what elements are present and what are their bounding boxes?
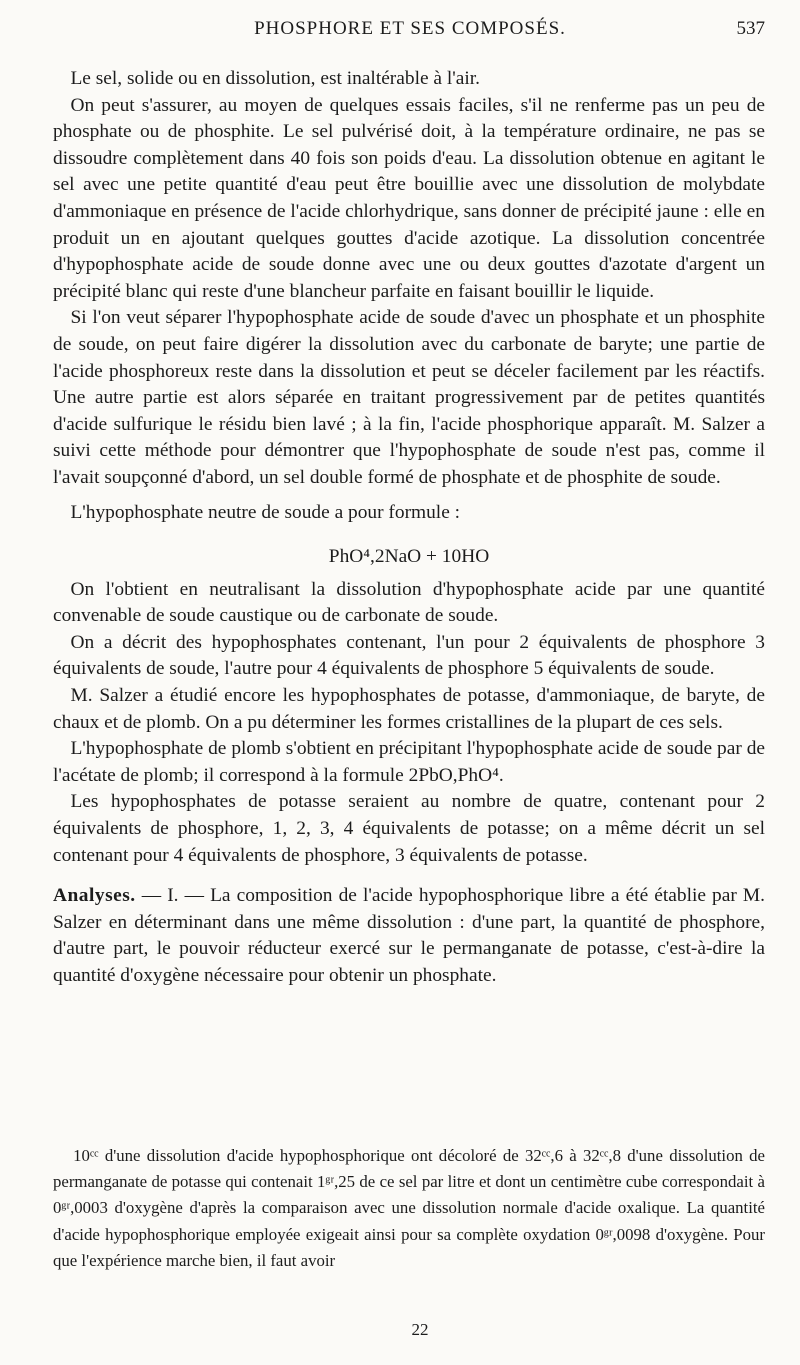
- paragraph: Si l'on veut séparer l'hypophosphate acide de soude d'avec un phosphate et un phosphite de soude, on peut faire digérer la dissolution avec du carbonate de baryte; une partie de l'acide phosphoreux reste dans la dissolution et peut se déceler facilement par les réactifs. Une autre partie est alors séparée en traitant progressivement par de petites quantités d'acide sulfurique le résidu bien lavé ; à la fin, l'acide phosphorique apparaît. M. Salzer a suivi cette méthode pour démontrer que l'hypophosphate de soude n'est pas, comme il l'avait soupçonné d'abord, un sel double formé de phosphate et de phosphite de soude.: [53, 307, 765, 488]
- paragraph: L'hypophosphate de plomb s'obtient en précipitant l'hypophosphate acide de soude par de l'acétate de plomb; il correspond à la formule 2PbO,PhO⁴.: [53, 738, 765, 786]
- footnote-text: 10ᶜᶜ d'une dissolution d'acide hypophosphorique ont décoloré de 32ᶜᶜ,6 à 32ᶜᶜ,8 d'une dissolution de permanganate de potasse qui contenait 1ᵍʳ,25 de ce sel par litre et dont un centimètre cube correspondait à 0ᵍʳ,0003 d'oxygène d'après la comparaison avec une dissolution normale d'acide oxalique. La quantité d'acide hypophosphorique employée exigeait ainsi pour sa complète oxydation 0ᵍʳ,0098 d'oxygène. Pour que l'expérience marche bien, il faut avoir: [53, 1146, 765, 1270]
- chemical-formula: PhO⁴,2NaO + 10HO: [328, 546, 490, 568]
- paragraph: L'hypophosphate neutre de soude a pour formule :: [70, 501, 461, 523]
- footnote-block: [53, 1143, 765, 1274]
- page-number: 537: [736, 18, 765, 39]
- analyses-paragraph: [53, 883, 765, 989]
- paragraph: M. Salzer a étudié encore les hypophosphates de potasse, d'ammoniaque, de baryte, de chaux et de plomb. On a pu déterminer les formes cristallines de la plupart de ces sels.: [53, 685, 765, 733]
- section-heading: Analyses.: [53, 885, 136, 907]
- running-title: PHOSPHORE ET SES COMPOSÉS.: [254, 18, 566, 39]
- signature-mark: 22: [411, 1320, 429, 1339]
- paragraph: Les hypophosphates de potasse seraient au nombre de quatre, contenant pour 2 équivalents de phosphore, 1, 2, 3, 4 équivalents de potasse; on a même décrit un sel contenant pour 4 équivalents de phosphore, 3 équivalents de potasse.: [53, 791, 765, 866]
- analyses-text: — I. — La composition de l'acide hypophosphorique libre a été établie par M. Salzer en déterminant dans une même dissolution : d'une part, la quantité de phosphore, d'autre part, le pouvoir réducteur exercé sur le permanganate de potasse, c'est-à-dire la quantité d'oxygène nécessaire pour obtenir un phosphate.: [53, 885, 765, 986]
- paragraph: On peut s'assurer, au moyen de quelques essais faciles, s'il ne renferme pas un peu de phosphate ou de phosphite. Le sel pulvérisé doit, à la température ordinaire, ne pas se dissoudre complètement dans 40 fois son poids d'eau. La dissolution obtenue en agitant le sel avec une petite quantité d'eau peut être bouillie avec une dissolution de molybdate d'ammoniaque en présence de l'acide chlorhydrique, sans donner de précipité jaune : elle en produit un en ajoutant quelques gouttes d'acide azotique. La dissolution concentrée d'hypophosphate acide de soude donne avec une ou deux gouttes d'azotate d'argent un précipité blanc qui reste d'une blancheur parfaite en faisant bouillir le liquide.: [53, 94, 765, 302]
- main-text: [53, 66, 765, 990]
- paragraph: On a décrit des hypophosphates contenant, l'un pour 2 équivalents de phosphore 3 équivalents de soude, l'autre pour 4 équivalents de phosphore 5 équivalents de soude.: [53, 631, 765, 680]
- paragraph: Le sel, solide ou en dissolution, est inaltérable à l'air.: [70, 68, 480, 89]
- paragraph: On l'obtient en neutralisant la dissolution d'hypophosphate acide par une quantité convenable de soude caustique ou de carbonate de soude.: [53, 578, 765, 627]
- page-header: [55, 18, 765, 48]
